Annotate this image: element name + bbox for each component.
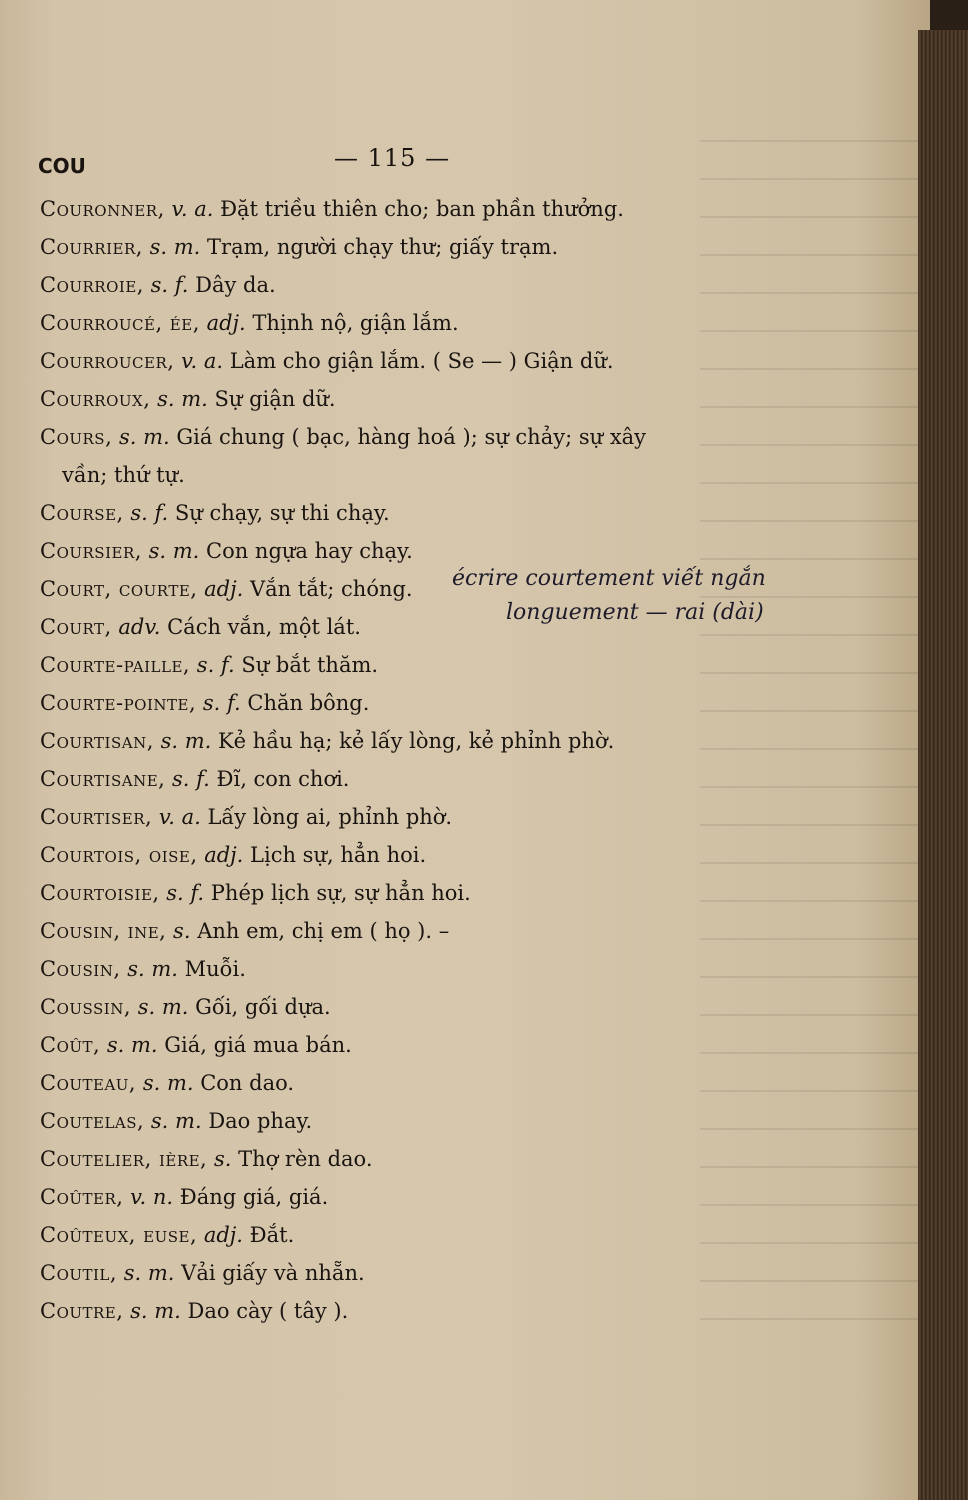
dictionary-entry [40, 684, 800, 722]
dictionary-entry [40, 1064, 800, 1102]
dictionary-entries [40, 190, 800, 1330]
entry-headword: Coût, [40, 1033, 101, 1057]
entry-part-of-speech: s. [173, 919, 191, 943]
entry-definition: Dao phay. [208, 1109, 313, 1133]
entry-definition: Vắn tắt; chóng. [250, 577, 413, 601]
entry-headword: Courtiser, [40, 805, 153, 829]
entry-headword: Court, courte, [40, 577, 198, 601]
entry-part-of-speech: s. m. [127, 957, 178, 981]
entry-part-of-speech: s. m. [123, 1261, 175, 1285]
entry-headword: Courroux, [40, 387, 151, 411]
entry-definition: Kẻ hầu hạ; kẻ lấy lòng, kẻ phỉnh phờ. [217, 729, 615, 753]
entry-headword: Coussin, [40, 995, 132, 1019]
entry-definition: Phép lịch sự, sự hẳn hoi. [210, 881, 471, 905]
entry-part-of-speech: adj. [204, 843, 244, 867]
entry-definition: Sự giận dữ. [214, 387, 336, 411]
entry-headword: Cousin, ine, [40, 919, 167, 943]
handwritten-note-1: écrire courtement viết ngắn [452, 566, 766, 591]
page-number: — 115 — [334, 144, 451, 172]
entry-definition: Trạm, người chạy thư; giấy trạm. [207, 235, 559, 259]
dictionary-entry [40, 912, 800, 950]
dictionary-entry [40, 266, 800, 304]
entry-definition: Lấy lòng ai, phỉnh phờ. [207, 805, 453, 829]
dictionary-entry [40, 988, 800, 1026]
entry-part-of-speech: adj. [203, 1223, 243, 1247]
entry-headword: Courroie, [40, 273, 144, 297]
dictionary-entry [40, 380, 800, 418]
dictionary-entry [40, 1254, 800, 1292]
entry-headword: Coursier, [40, 539, 142, 563]
entry-headword: Court, [40, 615, 112, 639]
entry-headword: Courte-paille, [40, 653, 191, 677]
page-header [38, 142, 858, 182]
dictionary-entry [40, 874, 800, 912]
entry-part-of-speech: s. f. [130, 501, 169, 525]
dictionary-entry [40, 1216, 800, 1254]
entry-part-of-speech: adv. [118, 615, 161, 639]
entry-headword: Courtois, oise, [40, 843, 198, 867]
entry-part-of-speech: adj. [204, 577, 244, 601]
entry-definition: Vải giấy và nhẵn. [181, 1261, 365, 1285]
entry-headword: Couteau, [40, 1071, 137, 1095]
handwritten-note-2: longuement — rai (dài) [506, 600, 764, 625]
dictionary-entry [40, 532, 800, 570]
entry-definition: Lịch sự, hẳn hoi. [250, 843, 427, 867]
entry-definition: Dây da. [195, 273, 276, 297]
entry-part-of-speech: s. m. [149, 235, 201, 259]
entry-headword: Coutil, [40, 1261, 118, 1285]
entry-definition: Muỗi. [184, 957, 246, 981]
dictionary-entry [40, 646, 800, 684]
entry-definition: Thịnh nộ, giận lắm. [252, 311, 459, 335]
entry-definition: Anh em, chị em ( họ ). – [197, 919, 450, 943]
entry-definition: Sự bắt thăm. [241, 653, 379, 677]
entry-definition: Cách vắn, một lát. [167, 615, 361, 639]
entry-part-of-speech: s. m. [106, 1033, 158, 1057]
dictionary-entry [40, 228, 800, 266]
dictionary-entry [40, 950, 800, 988]
entry-part-of-speech: s. m. [160, 729, 212, 753]
dictionary-entry [40, 760, 800, 798]
running-head: COU [38, 154, 86, 178]
entry-headword: Course, [40, 501, 124, 525]
entry-headword: Cousin, [40, 957, 121, 981]
entry-part-of-speech: v. a. [158, 805, 201, 829]
entry-part-of-speech: s. f. [166, 881, 205, 905]
entry-headword: Coutelier, ière, [40, 1147, 208, 1171]
dictionary-entry [40, 1292, 800, 1330]
entry-definition: Đĩ, con chơi. [216, 767, 350, 791]
entry-headword: Coutre, [40, 1299, 124, 1323]
entry-headword: Courtisane, [40, 767, 166, 791]
entry-headword: Courrier, [40, 235, 143, 259]
entry-definition: Đắt. [249, 1223, 295, 1247]
entry-definition: Sự chạy, sự thi chạy. [174, 501, 390, 525]
entry-part-of-speech: s. m. [130, 1299, 181, 1323]
dictionary-entry [40, 1140, 800, 1178]
entry-headword: Courtisan, [40, 729, 154, 753]
entry-part-of-speech: s. f. [150, 273, 189, 297]
entry-part-of-speech: adj. [206, 311, 246, 335]
dictionary-entry [40, 1178, 800, 1216]
entry-headword: Courroucer, [40, 349, 175, 373]
dictionary-entry [40, 836, 800, 874]
entry-definition: Đáng giá, giá. [179, 1185, 329, 1209]
entry-part-of-speech: v. a. [171, 197, 214, 221]
entry-headword: Courte-pointe, [40, 691, 197, 715]
entry-part-of-speech: s. m. [148, 539, 200, 563]
entry-part-of-speech: s. m. [150, 1109, 202, 1133]
entry-part-of-speech: s. f. [196, 653, 235, 677]
dictionary-entry [40, 494, 800, 532]
entry-definition: Thợ rèn dao. [238, 1147, 373, 1171]
entry-part-of-speech: v. n. [130, 1185, 174, 1209]
entry-part-of-speech: s. m. [142, 1071, 194, 1095]
entry-headword: Cours, [40, 425, 113, 449]
dictionary-entry [40, 1102, 800, 1140]
entry-part-of-speech: s. [213, 1147, 232, 1171]
entry-definition: Đặt triều thiên cho; ban phần thưởng. [220, 197, 624, 221]
entry-headword: Couronner, [40, 197, 165, 221]
entry-headword: Courroucé, ée, [40, 311, 200, 335]
entry-part-of-speech: s. f. [172, 767, 210, 791]
entry-part-of-speech: s. m. [118, 425, 170, 449]
entry-part-of-speech: s. m. [137, 995, 189, 1019]
entry-definition: Làm cho giận lắm. ( Se — ) Giận dữ. [229, 349, 614, 373]
dictionary-entry [40, 456, 800, 494]
dictionary-entry [40, 342, 800, 380]
dictionary-entry [40, 190, 800, 228]
entry-definition: vần; thứ tự. [62, 463, 185, 487]
entry-definition: Giá chung ( bạc, hàng hoá ); sự chảy; sự xây [176, 425, 647, 449]
entry-definition: Dao cày ( tây ). [187, 1299, 349, 1323]
entry-definition: Con ngựa hay chạy. [206, 539, 413, 563]
entry-definition: Chăn bông. [247, 691, 370, 715]
dictionary-entry [40, 722, 800, 760]
entry-headword: Coûter, [40, 1185, 124, 1209]
entry-part-of-speech: v. a. [181, 349, 224, 373]
entry-headword: Coutelas, [40, 1109, 145, 1133]
entry-part-of-speech: s. m. [157, 387, 208, 411]
dictionary-entry [40, 418, 800, 456]
page-edges [918, 30, 968, 1500]
entry-headword: Courtoisie, [40, 881, 160, 905]
entry-headword: Coûteux, euse, [40, 1223, 198, 1247]
dictionary-entry [40, 1026, 800, 1064]
entry-part-of-speech: s. f. [202, 691, 241, 715]
entry-definition: Con dao. [200, 1071, 295, 1095]
dictionary-entry [40, 304, 800, 342]
entry-definition: Gối, gối dựa. [195, 995, 331, 1019]
entry-definition: Giá, giá mua bán. [164, 1033, 352, 1057]
dictionary-entry [40, 798, 800, 836]
